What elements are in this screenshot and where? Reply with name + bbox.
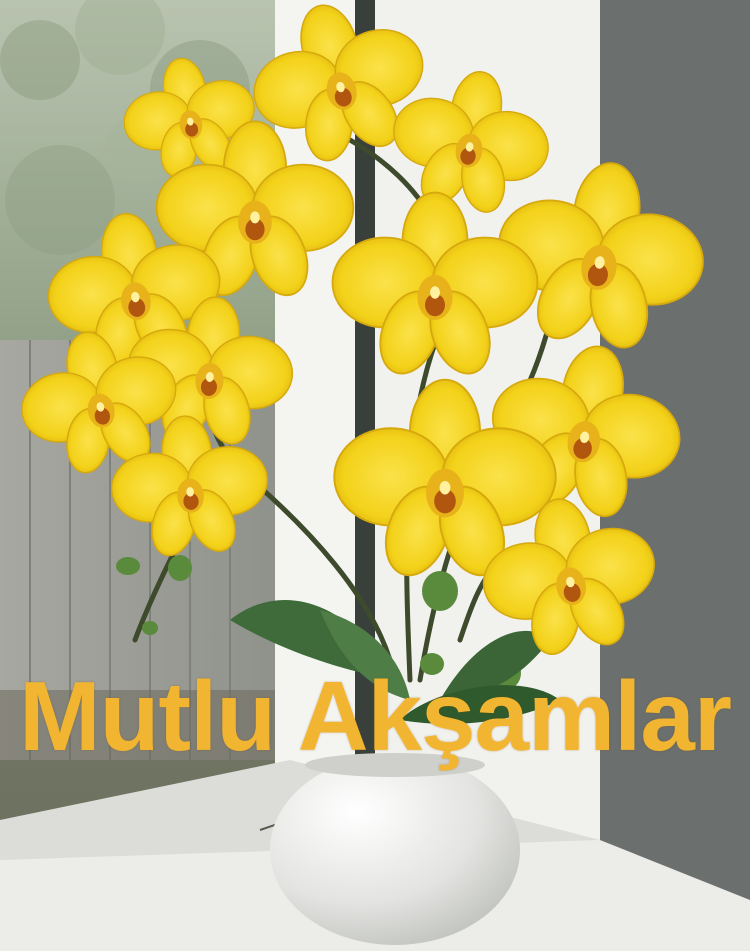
white-vase (270, 755, 520, 945)
greeting-caption: Mutlu Akşamlar (18, 661, 732, 771)
